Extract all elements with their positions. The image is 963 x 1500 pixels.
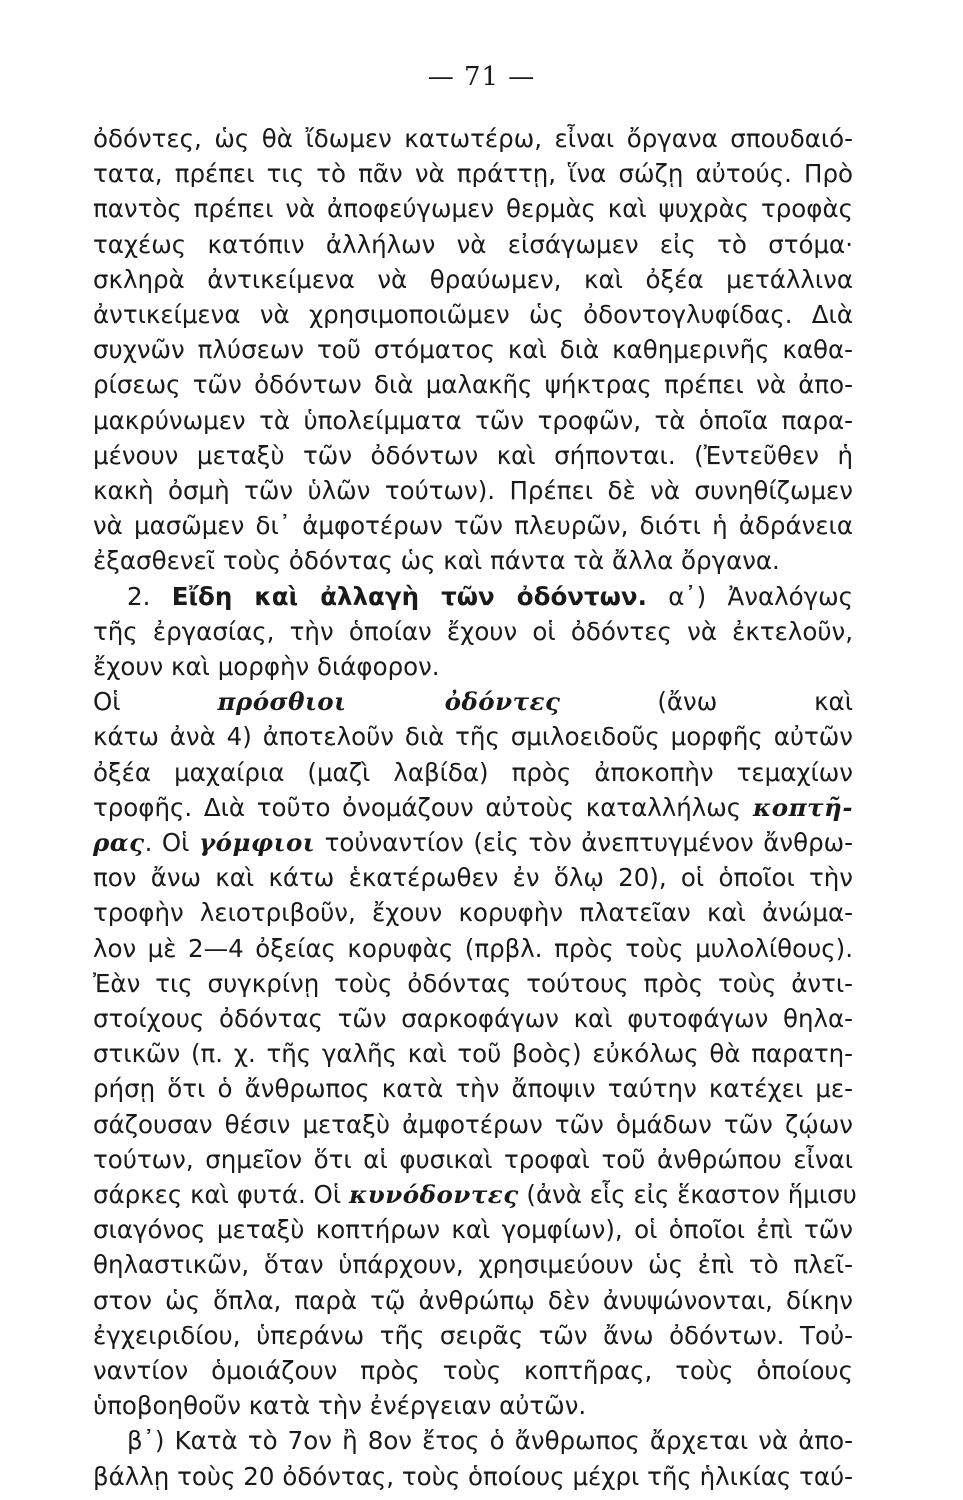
- text-span: λον μὲ 2—4 ὀξείας κορυφὰς (πρβλ. πρὸς τοὺς μυλολίθους).: [93, 933, 853, 963]
- text-span: ὑποβοηθοῦν κατὰ τὴν ἐνέργειαν αὐτῶν.: [93, 1391, 587, 1421]
- text-span: ἀντικείμενα νὰ χρησιμοποιῶμεν ὡς ὀδοντογλυφίδας. Διὰ: [93, 300, 853, 329]
- text-span: μακρύνωμεν τὰ ὑπολείμματα τῶν τροφῶν, τὰ ὁποῖα παρα-: [93, 405, 853, 435]
- emphasized-term: γόμφιοι: [198, 828, 316, 857]
- text-span: ταχέως κατόπιν ἀλλήλων νὰ εἰσάγωμεν εἰς τὸ στόμα·: [93, 229, 853, 259]
- text-span: τροφῆς. Διὰ τοῦτο ὀνομάζουν αὐτοὺς καταλλήλως: [93, 792, 753, 822]
- text-span: βάλλῃ τοὺς 20 ὀδόντας, τοὺς ὁποίους μέχρι τῆς ἡλικίας ταύ-: [93, 1461, 853, 1491]
- text-span: πον ἄνω καὶ κάτω ἑκατέρωθεν ἐν ὅλῳ 20), οἱ ὁποῖοι τὴν: [93, 863, 853, 893]
- text-span: (ἀνὰ εἷς εἰς ἕκαστον ἥμισυ: [518, 1180, 857, 1209]
- text-span: συχνῶν πλύσεων τοῦ στόματος καὶ διὰ καθημερινῆς καθα-: [93, 335, 853, 365]
- text-span: σιαγόνος μεταξὺ κοπτήρων καὶ γομφίων), οἱ ὁποῖοι ἐπὶ τῶν: [93, 1215, 853, 1245]
- text-span: θηλαστικῶν, ὅταν ὑπάρχουν, χρησιμεύουν ὡς ἐπὶ τὸ πλεῖ-: [93, 1250, 853, 1280]
- text-span: ναντίον ὁμοιάζουν πρὸς τοὺς κοπτῆρας, τοὺς ὁποίους: [93, 1356, 853, 1385]
- text-span: ὀδόντες, ὡς θὰ ἴδωμεν κατωτέρω, εἶναι ὄργανα σπουδαιό-: [93, 124, 853, 153]
- text-span: στον ὡς ὅπλα, παρὰ τῷ ἀνθρώπῳ δὲν ἀνυψώνονται, δίκην: [93, 1285, 853, 1315]
- text-span: ἔχουν καὶ μορφὴν διάφορον.: [93, 652, 440, 681]
- text-span: ὀξέα μαχαίρια (μαζὶ λαβίδα) πρὸς ἀποκοπὴν τεμαχίων: [93, 757, 853, 787]
- text-span: ἐγχειριδίου, ὑπεράνω τῆς σειρᾶς τῶν ἄνω ὀδόντων. Τοὐ-: [93, 1320, 853, 1350]
- text-span: τατα, πρέπει τις τὸ πᾶν νὰ πράττῃ, ἵνα σώζῃ αὐτούς. Πρὸ: [93, 159, 853, 189]
- text-span: κακὴ ὀσμὴ τῶν ὑλῶν τούτων). Πρέπει δὲ νὰ συνηθίζωμεν: [93, 476, 853, 505]
- text-span: σάρκες καὶ φυτά. Οἱ: [93, 1180, 349, 1209]
- text-span: ρήσῃ ὅτι ὁ ἄνθρωπος κατὰ τὴν ἄποψιν ταύτην κατέχει με-: [93, 1074, 853, 1104]
- page-number: — 71 —: [427, 62, 536, 92]
- text-span: νὰ μασῶμεν δι᾽ ἀμφοτέρων τῶν πλευρῶν, διότι ἡ ἀδράνεια: [93, 511, 853, 541]
- text-span: β᾽) Κατὰ τὸ 7ον ἢ 8ον ἔτος ὁ ἄνθρωπος ἄρχεται νὰ ἀπο-: [127, 1426, 853, 1456]
- section-heading: Εἴδη καὶ ἀλλαγὴ τῶν ὀδόντων.: [171, 581, 647, 611]
- emphasized-term: κυνόδοντες: [348, 1180, 519, 1209]
- text-span: στοίχους ὀδόντας τῶν σαρκοφάγων καὶ φυτοφάγων θηλα-: [93, 1004, 853, 1033]
- text-span: σάζουσαν θέσιν μεταξὺ ἀμφοτέρων τῶν ὁμάδων τῶν ζῴων: [93, 1109, 853, 1139]
- text-span: (ἄνω καὶ: [560, 687, 853, 717]
- text-span: τούτων, σημεῖον ὅτι αἱ φυσικαὶ τροφαὶ τοῦ ἀνθρώπου εἶναι: [93, 1144, 853, 1174]
- text-span: ρίσεως τῶν ὀδόντων διὰ μαλακῆς ψήκτρας πρέπει νὰ ἀπο-: [93, 370, 853, 400]
- text-span: 2.: [127, 581, 172, 611]
- text-span: Οἱ: [93, 687, 218, 717]
- text-span: τῆς ἐργασίας, τὴν ὁποίαν ἔχουν οἱ ὀδόντες νὰ ἐκτελοῦν,: [93, 616, 853, 646]
- emphasized-term: ρας: [93, 828, 145, 857]
- text-span: τοὐναντίον (εἰς τὸν ἀνεπτυγμένον ἄνθρω-: [315, 828, 853, 857]
- text-span: παντὸς πρέπει νὰ ἀποφεύγωμεν θερμὰς καὶ ψυχρὰς τροφὰς: [93, 194, 853, 224]
- text-span: α᾽) Ἀναλόγως: [646, 581, 853, 611]
- emphasized-term: πρόσθιοι ὀδόντες: [217, 687, 561, 717]
- text-span: μένουν μεταξὺ τῶν ὀδόντων καὶ σήπονται. (Ἐντεῦθεν ἡ: [93, 440, 853, 470]
- text-span: ἐξασθενεῖ τοὺς ὀδόντας ὡς καὶ πάντα τὰ ἄλλα ὄργανα.: [93, 546, 780, 576]
- text-span: Ἐὰν τις συγκρίνῃ τοὺς ὀδόντας τούτους πρὸς τοὺς ἀντι-: [93, 968, 853, 998]
- text-span: τροφὴν λειοτριβοῦν, ἔχουν κορυφὴν πλατεῖαν καὶ ἀνώμα-: [93, 898, 853, 928]
- text-line: [93, 1455, 853, 1499]
- emphasized-term: κοπτῆ-: [752, 792, 853, 822]
- text-span: σκληρὰ ἀντικείμενα νὰ θραύωμεν, καὶ ὀξέα μετάλλινα: [93, 264, 853, 294]
- text-span: κάτω ἀνὰ 4) ἀποτελοῦν διὰ τῆς σμιλοειδοῦς μορφῆς αὐτῶν: [93, 722, 853, 752]
- text-span: στικῶν (π. χ. τῆς γαλῆς καὶ τοῦ βοὸς) εὐκόλως θὰ παρατη-: [93, 1039, 853, 1069]
- text-span: . Οἱ: [144, 828, 199, 857]
